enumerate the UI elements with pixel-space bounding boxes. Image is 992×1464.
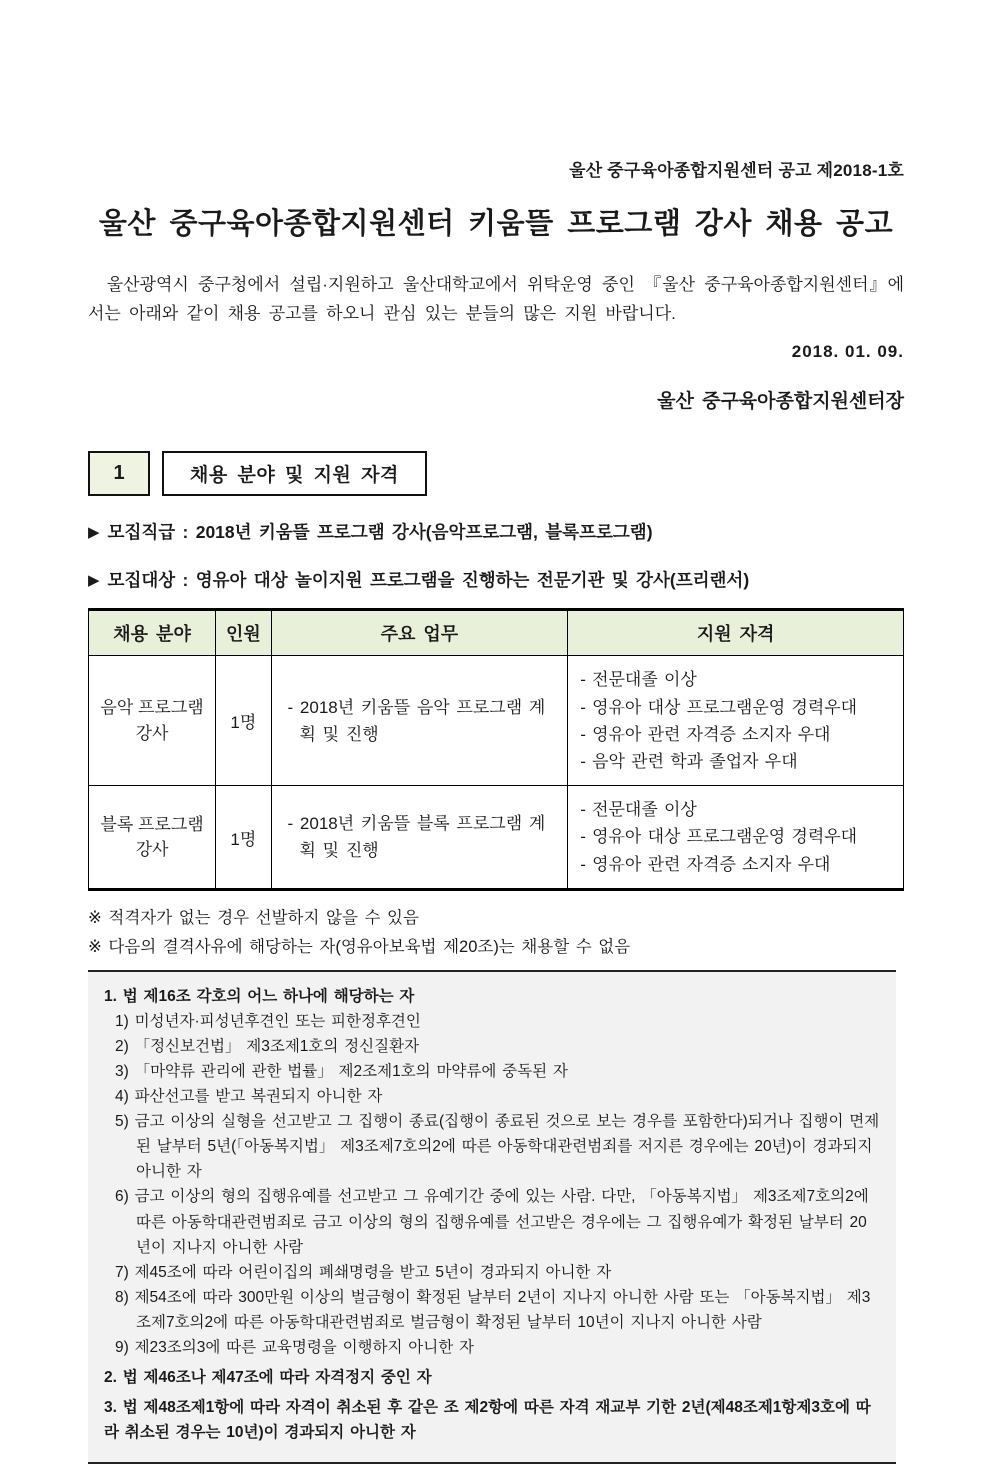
legal-item: 6) 금고 이상의 형의 집행유예를 선고받고 그 유예기간 중에 있는 사람. 다만, 「아동복지법」 제3조제7호의2에 따른 아동학대관련범죄로 금고 이상의 형의 집행유예를 선고받은 경우에는 그 집행유예가 확정된 날부터 20년이 지나지 아니한 사람 — [115, 1188, 869, 1256]
legal-item: 5) 금고 이상의 실형을 선고받고 그 집행이 종료(집행이 종료된 것으로 보는 경우를 포함한다)되거나 집행이 면제된 날부터 5년(「아동복지법」 제3조제7호의2에 따른 아동학대관련범죄를 저지른 경우에는 20년)이 경과되지 아니한 자 — [115, 1113, 880, 1181]
disqualification-box — [88, 970, 896, 1464]
legal-item: 3) 「마약류 관리에 관한 법률」 제2조제1호의 마약류에 중독된 자 — [115, 1062, 568, 1080]
qualification-line: - 영유아 대상 프로그램운영 경력우대 — [580, 697, 858, 717]
table-row-music — [89, 656, 904, 786]
legal-item: 2) 「정신보건법」 제3조제1호의 정신질환자 — [115, 1037, 420, 1055]
notes-block — [88, 904, 904, 962]
legal-item-heading: 1. 법 제16조 각호의 어느 하나에 해당하는 자 — [104, 987, 415, 1005]
legal-item: 4) 파산선고를 받고 복권되지 아니한 자 — [115, 1087, 383, 1105]
legal-item: 8) 제54조에 따라 300만원 이상의 벌금형이 확정된 날부터 2년이 지나지 아니한 사람 또는 「아동복지법」 제3조제7호의2에 따른 아동학대관련범죄로 벌금형이 확정된 날부터 10년이 지나지 아니한 사람 — [115, 1288, 871, 1331]
qualification-line: - 음악 관련 학과 졸업자 우대 — [580, 752, 798, 772]
bullet-recruit-position-text: 모집직급 : 2018년 키움뜰 프로그램 강사(음악프로그램, 블록프로그램) — [107, 522, 653, 543]
document-page — [88, 0, 904, 1464]
section1-title: 채용 분야 및 지원 자격 — [162, 451, 427, 496]
section1-header — [88, 451, 904, 496]
note-line: ※ 적격자가 없는 경우 선발하지 않을 수 있음 — [88, 908, 419, 927]
cell-count: 1명 — [216, 656, 271, 786]
qualification-line: - 영유아 관련 자격증 소지자 우대 — [580, 854, 831, 874]
announcement-date: 2018. 01. 09. — [791, 342, 904, 362]
bullet-recruit-target — [88, 567, 904, 592]
qualification-line: - 영유아 대상 프로그램운영 경력우대 — [580, 827, 858, 847]
cell-count: 1명 — [216, 786, 271, 890]
legal-item: 7) 제45조에 따라 어린이집의 폐쇄명령을 받고 5년이 경과되지 아니한 자 — [115, 1263, 612, 1281]
cell-duty — [271, 656, 568, 786]
cell-category: 음악 프로그램 강사 — [89, 656, 216, 786]
duty-text: - 2018년 키움뜰 음악 프로그램 계획 및 진행 — [287, 697, 546, 744]
triangle-bullet-icon: ▶ — [88, 572, 100, 590]
header-duty: 주요 업무 — [271, 610, 568, 656]
signature: 울산 중구육아종합지원센터장 — [657, 391, 904, 413]
section1-number-badge: 1 — [88, 451, 150, 496]
table-header-row — [89, 610, 904, 656]
legal-item: 1) 미성년자·피성년후견인 또는 피한정후견인 — [115, 1012, 421, 1030]
bullet-recruit-position — [88, 519, 904, 544]
note-line: ※ 다음의 결격사유에 해당하는 자(영유아보육법 제20조)는 채용할 수 없음 — [88, 937, 631, 956]
qualification-line: - 영유아 관련 자격증 소지자 우대 — [580, 724, 831, 744]
cell-category: 블록 프로그램 강사 — [89, 786, 216, 890]
qualification-line: - 전문대졸 이상 — [580, 800, 697, 820]
cell-qualifications — [568, 656, 904, 786]
header-qualification: 지원 자격 — [568, 610, 904, 656]
bullet-recruit-target-text: 모집대상 : 영유아 대상 놀이지원 프로그램을 진행하는 전문기관 및 강사(프리랜서) — [107, 570, 750, 591]
legal-item: 9) 제23조의3에 따른 교육명령을 이행하지 아니한 자 — [115, 1339, 474, 1357]
duty-text: - 2018년 키움뜰 블록 프로그램 계획 및 진행 — [287, 813, 546, 860]
triangle-bullet-icon: ▶ — [88, 524, 100, 542]
qualification-line: - 전문대졸 이상 — [580, 670, 697, 690]
doc-number: 울산 중구육아종합지원센터 공고 제2018-1호 — [569, 161, 904, 180]
page-title: 울산 중구육아종합지원센터 키움뜰 프로그램 강사 채용 공고 — [98, 208, 894, 240]
intro-paragraph: 울산광역시 중구청에서 설립·지원하고 울산대학교에서 위탁운영 중인 『울산 중구육아종합지원센터』에서는 아래와 같이 채용 공고를 하오니 관심 있는 분들의 많은 지원 바랍니다. — [88, 275, 904, 324]
legal-item-heading: 3. 법 제48조제1항에 따라 자격이 취소된 후 같은 조 제2항에 따른 자격 재교부 기한 2년(제48조제1항제3호에 따라 취소된 경우는 10년)이 경과되지 아니한 자 — [104, 1399, 871, 1442]
legal-item-heading: 2. 법 제46조나 제47조에 따라 자격정지 중인 자 — [104, 1369, 432, 1387]
cell-qualifications — [568, 786, 904, 890]
table-row-block — [89, 786, 904, 890]
recruitment-table — [88, 608, 904, 890]
cell-duty — [271, 786, 568, 890]
header-category: 채용 분야 — [89, 610, 216, 656]
header-count: 인원 — [216, 610, 271, 656]
